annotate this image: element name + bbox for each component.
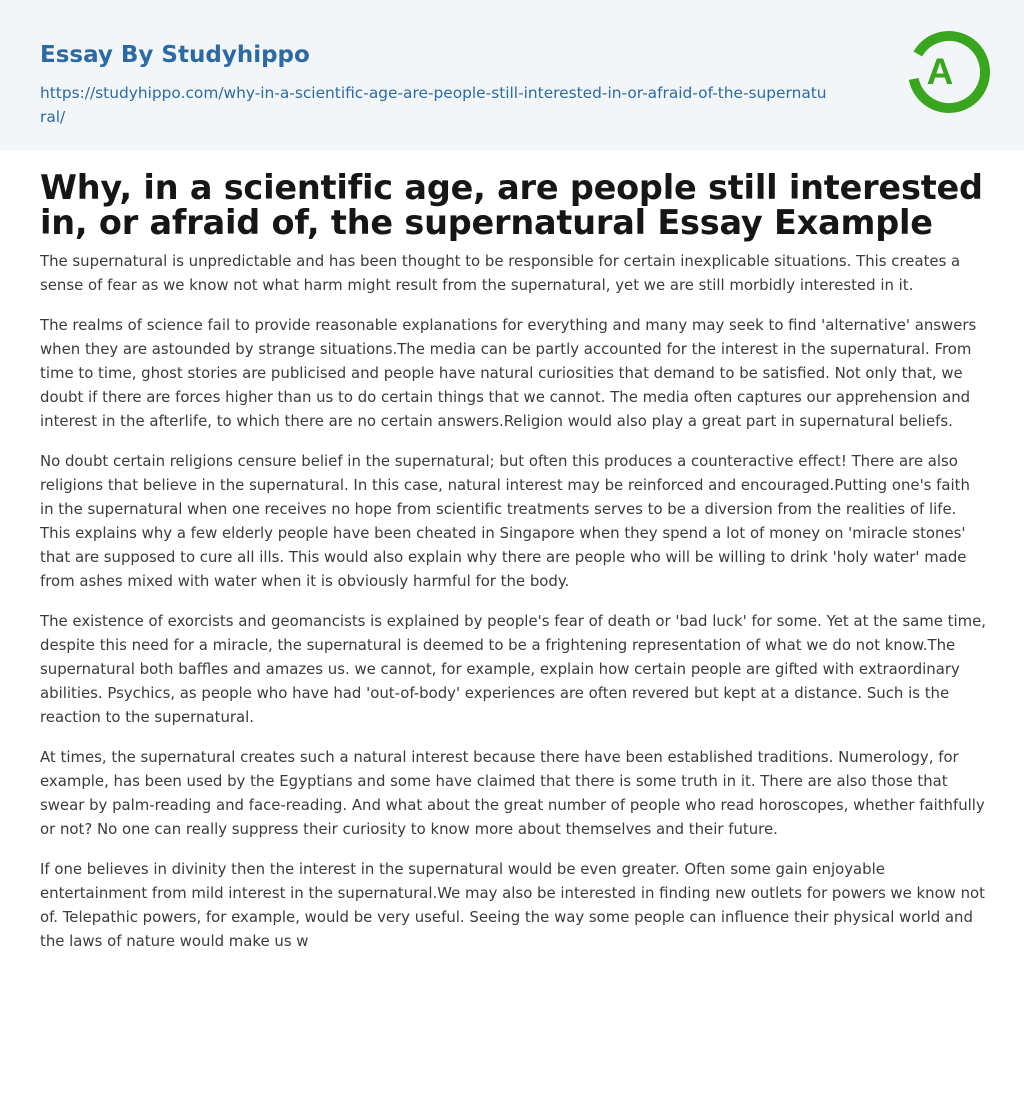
page-header xyxy=(0,0,1024,150)
essay-paragraph: The supernatural is unpredictable and has been thought to be responsible for certain inexplicable situations. This creates a sense of fear as we know not what harm might result from the supernatural, yet we are still morbidly interested in it. xyxy=(40,252,961,294)
studyhippo-logo-icon[interactable] xyxy=(906,29,992,115)
logo-letter: A xyxy=(926,51,954,92)
essay-paragraph: The realms of science fail to provide reasonable explanations for everything and many may seek to find 'alternative' answers when they are astounded by strange situations.The media can be partly accounted for the interest in the supernatural. From time to time, ghost stories are publicised and people have natural curiosities that demand to be satisfied. Not only that, we doubt if there are forces higher than us to do certain things that we cannot. The media often captures our apprehension and interest in the afterlife, to which there are no certain answers.Religion would also play a great part in supernatural beliefs. xyxy=(40,316,977,430)
brand-title[interactable]: Essay By Studyhippo xyxy=(40,42,310,68)
essay-body xyxy=(40,249,988,969)
source-url-link[interactable]: https://studyhippo.com/why-in-a-scientific-age-are-people-still-interested-in-or-afraid-of-the-supernatural/ xyxy=(40,84,827,126)
essay-paragraph: At times, the supernatural creates such a natural interest because there have been established traditions. Numerology, for example, has been used by the Egyptians and some have claimed that there is some truth in it. There are also those that swear by palm-reading and face-reading. And what about the great number of people who read horoscopes, whether faithfully or not? No one can really suppress their curiosity to know more about themselves and their future. xyxy=(40,748,985,838)
essay-paragraph: No doubt certain religions censure belief in the supernatural; but often this produces a counteractive effect! There are also religions that believe in the supernatural. In this case, natural interest may be reinforced and encouraged.Putting one's faith in the supernatural when one receives no hope from scientific treatments serves to be a diversion from the realities of life. This explains why a few elderly people have been cheated in Singapore when they spend a lot of money on 'miracle stones' that are supposed to cure all ills. This would also explain why there are people who will be willing to drink 'holy water' made from ashes mixed with water when it is obviously harmful for the body. xyxy=(40,452,970,590)
essay-title: Why, in a scientific age, are people still interested in, or afraid of, the supernatural Essay Example xyxy=(40,168,983,242)
essay-paragraph: The existence of exorcists and geomancists is explained by people's fear of death or 'bad luck' for some. Yet at the same time, despite this need for a miracle, the supernatural is deemed to be a frightening representation of what we do not know.The supernatural both baffles and amazes us. we cannot, for example, explain how certain people are gifted with extraordinary abilities. Psychics, as people who have had 'out-of-body' experiences are often revered but kept at a distance. Such is the reaction to the supernatural. xyxy=(40,612,987,726)
essay-paragraph: If one believes in divinity then the interest in the supernatural would be even greater. Often some gain enjoyable entertainment from mild interest in the supernatural.We may also be interested in finding new outlets for powers we know not of. Telepathic powers, for example, would be very useful. Seeing the way some people can influence their physical world and the laws of nature would make us w xyxy=(40,860,985,950)
